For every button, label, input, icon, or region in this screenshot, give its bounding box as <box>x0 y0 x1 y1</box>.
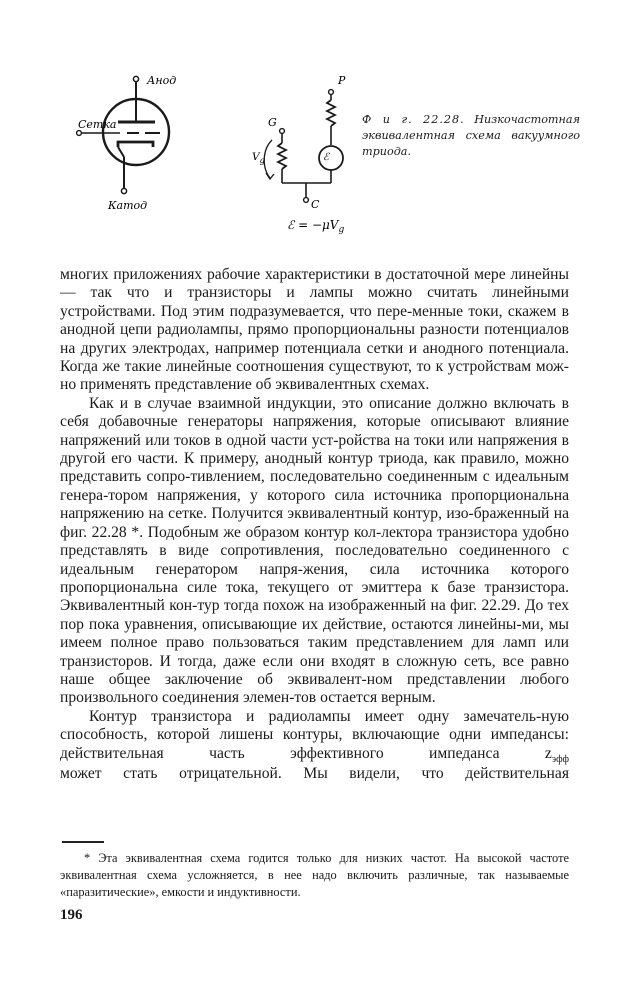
footnote: * Эта эквивалентная схема годится только для низких частот. На высокой частоте эквивалентная схема усложняется, в нее надо включить различные, так называемые «паразитические», емкости и индуктивности. <box>60 851 569 899</box>
paragraph-3 <box>60 708 569 765</box>
z-subscript: эфф <box>551 753 569 765</box>
grid-label: Сетка <box>78 118 117 131</box>
equation-label: ℰ = $-\mu V_g$ <box>287 218 345 235</box>
paragraph-3-text: Контур транзистора и радиолампы имеет одну замечатель-ную способность, которой лишены контуры, включающие одни импедансы: действительная часть эффективного импеданса z <box>60 707 569 762</box>
caption-text: Низкочастотная эквивалентная схема вакуумного триода. <box>362 113 580 158</box>
body-text <box>60 266 569 783</box>
paragraph-2: Как и в случае взаимной индукции, это описание должно включать в себя добавочные генераторы напряжения, которые описывают влияние напряжений или токов в одной части уст-ройства на токи или напряжения в другой его части. К примеру, анодный контур триода, как правило, можно представить сопро-тивлением, последовательно соединенным с идеальным генера-тором напряжения, у которого сила источника пропорциональна напряжению на сетке. Получится эквивалентный контур, изо-браженный на фиг. 22.28 *. Подобным же образом контур кол-лектора транзистора удобно представлять в виде сопротивления, последовательно соединенного с идеальным генератором напря-жения, сила источника которого пропорциональна силе тока, текущего от эмиттера к базе транзистора. Эквивалентный кон-тур тогда похож на изображенный на фиг. 22.29. До тех пор пока уравнения, описывающие их действие, остаются линейны-ми, мы имеем полное право пользоваться таким представлением для ламп или транзисторов. И тогда, даже если они входят в сложную сеть, все равно наше общее заключение об эквивалент-ном представлении любого произвольного соединения элемен-тов остается верным. <box>60 394 569 707</box>
paragraph-1: многих приложениях рабочие характеристики в достаточной мере линейны — так что и транзисторы и лампы можно считать линейными устройствами. Под этим подразумевается, что пере-менные токи, скажем в анодной цепи радиолампы, прямо пропорциональны разности потенциалов на других электродах, например потенциала сетки и анодного потенциала. Когда же такие линейные соотношения существуют, то к устройствам мож-но применять представление об эквивалентных схемах. <box>60 266 569 394</box>
plate-label: P <box>338 74 346 87</box>
caption-prefix: Ф и г. 22.28. <box>362 113 465 126</box>
equivalent-circuit <box>264 90 343 203</box>
anode-label: Анод <box>147 74 177 87</box>
figure-22-28 <box>0 0 631 265</box>
vg-label: $V_g$ <box>252 151 265 165</box>
cathode-label: Катод <box>108 199 148 212</box>
page-number: 196 <box>60 907 83 923</box>
g-label: G <box>268 116 277 129</box>
figure-caption <box>362 112 580 160</box>
generator-symbol: ℰ <box>322 152 330 163</box>
footnote-divider <box>62 841 104 843</box>
paragraph-4: может стать отрицательной. Мы видели, что действительная <box>60 764 569 782</box>
vacuum-tube-symbol <box>77 76 169 193</box>
c-label: C <box>311 198 320 211</box>
